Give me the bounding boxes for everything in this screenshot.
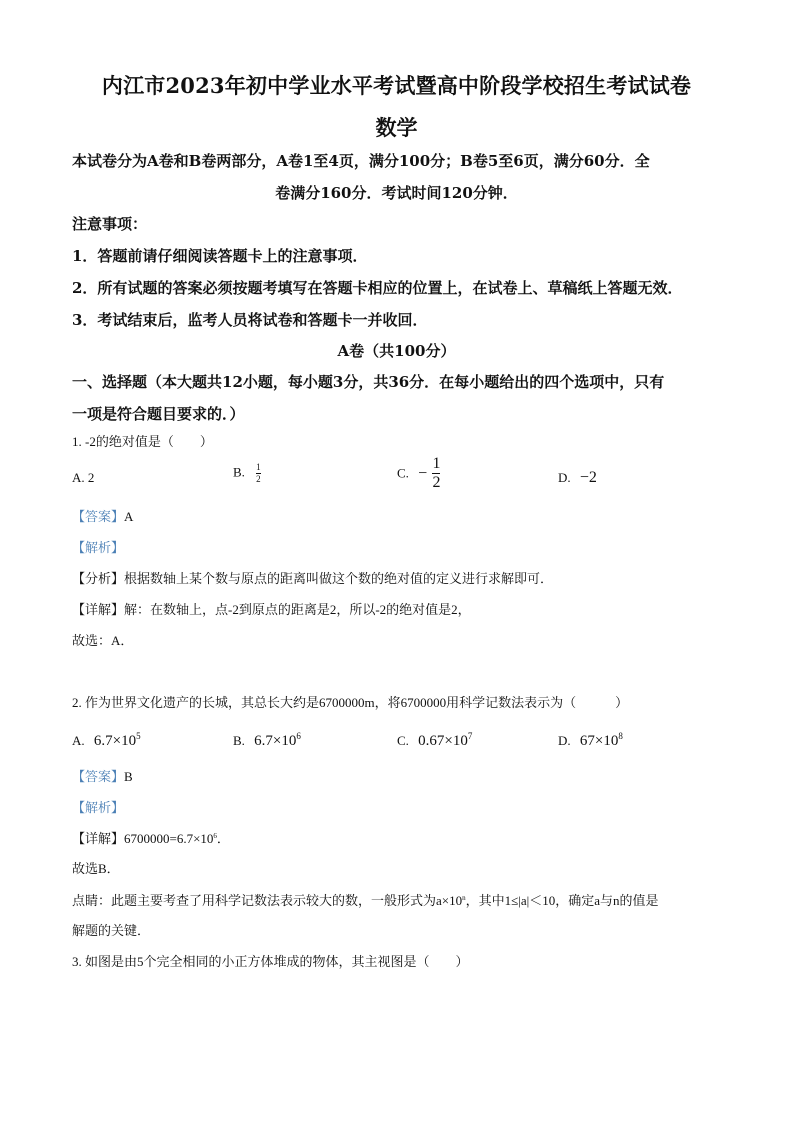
q2-dianjing-line-1: 点睛：此题主要考查了用科学记数法表示较大的数，一般形式为$a\times 10^n$，其中1≤|a|＜10，确定a与n的值是 (72, 893, 659, 908)
notice-item-3: 3．考试结束后，监考人员将试卷和答题卡一并收回． (72, 311, 428, 329)
minus-sign: − (418, 464, 428, 482)
intro-line-2: 卷满分160分．考试时间120分钟． (275, 184, 518, 202)
option-label: C. (397, 465, 409, 481)
intro-line-1: 本试卷分为A卷和B卷两部分，A卷1至4页，满分100分；B卷5至6页，满分60分．全 (72, 152, 650, 170)
notice-heading: 注意事项： (72, 215, 148, 233)
part1-instructions-line-1: 一、选择题（本大题共12小题，每小题3分，共36分．在每小题给出的四个选项中，只有 (72, 373, 665, 391)
q1-answer (72, 506, 133, 525)
subject-title: 数学 (375, 115, 418, 140)
q2-xiangjie: 【详解】$6700000=6.7\times 10^6$． (72, 831, 230, 846)
notice-item-2: 2．所有试题的答案必须按题考填写在答题卡相应的位置上，在试卷上、草稿纸上答题无效． (72, 279, 683, 297)
answer-value: B (124, 769, 133, 784)
fraction-one-half: $\frac{1}{2}$ (256, 462, 261, 484)
q1-option-c (397, 456, 440, 491)
q1-analysis-label: 【解析】 (72, 540, 125, 555)
answer-label: 【答案】 (72, 509, 125, 524)
part1-instructions-line-2: 一项是符合题目要求的．） (72, 405, 245, 423)
q2-answer (72, 766, 133, 785)
q2-analysis-label: 【解析】 (72, 800, 125, 815)
option-label: D. (558, 470, 571, 485)
q1-option-b (233, 463, 261, 484)
q1-fenxi: 【分析】根据数轴上某个数与原点的距离叫做这个数的绝对值的定义进行求解即可． (72, 571, 554, 586)
q2-option-c: C. $0.67\times 10^7$ (397, 731, 473, 749)
q2-conclusion: 故选B． (72, 861, 120, 876)
q2-option-d: D. $67\times 10^8$ (558, 731, 623, 749)
q1-option-a: A. 2 (72, 470, 95, 485)
document-title: 内江市2023年初中学业水平考试暨高中阶段学校招生考试试卷 (101, 73, 692, 98)
q1-option-d: D. −2 (558, 469, 597, 486)
answer-value: A (124, 509, 134, 524)
q2-option-a: A. $6.7\times 10^5$ (72, 731, 141, 749)
answer-label: 【答案】 (72, 769, 125, 784)
notice-item-1: 1．答题前请仔细阅读答题卡上的注意事项． (72, 247, 368, 265)
question-2-stem: 2. 作为世界文化遗产的长城，其总长大约是6700000m，将6700000用科学记数法表示为（ ） (72, 695, 629, 710)
q1-conclusion: 故选：A． (72, 633, 134, 648)
question-1-stem: 1. -2的绝对值是（ ） (72, 434, 213, 449)
fraction-negative-one-half: $\frac{1}{2}$ (432, 455, 441, 491)
q1-xiangjie: 【详解】解：在数轴上，点-2到原点的距离是2，所以-2的绝对值是2， (72, 602, 471, 617)
q2-dianjing-line-2: 解题的关键． (72, 923, 151, 938)
option-label: B. (233, 464, 245, 480)
question-3-stem: 3. 如图是由5个完全相同的小正方体堆成的物体，其主视图是（ ） (72, 954, 469, 969)
section-a-heading: A卷（共100分） (337, 342, 456, 360)
q2-option-b: B. $6.7\times 10^6$ (233, 731, 301, 749)
